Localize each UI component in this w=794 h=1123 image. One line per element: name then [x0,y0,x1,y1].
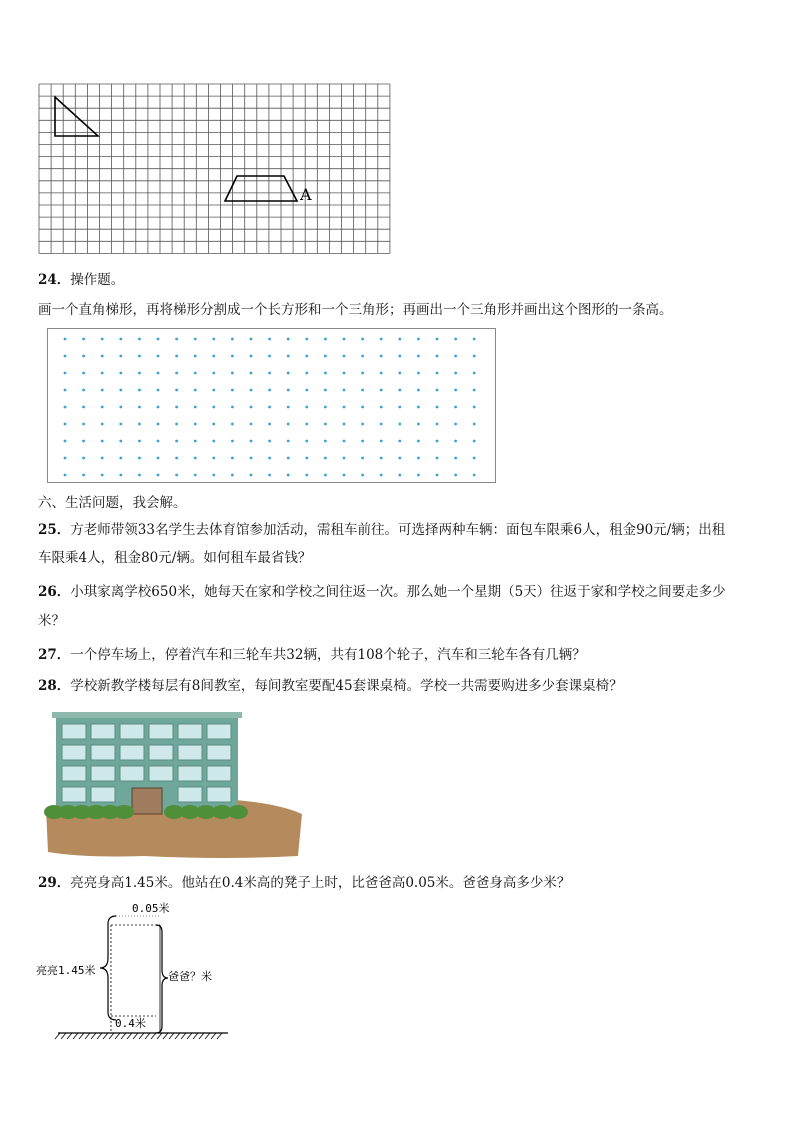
label-a: A [300,185,312,204]
label-diff: 0.05米 [132,902,170,915]
q28-text: 28．学校新教学楼每层有8间教室，每间教室要配45套课桌椅。学校一共需要购进多少套课桌椅？ [38,678,623,694]
school-building-illustration [44,710,306,860]
grid-figure [38,83,398,258]
q26-line2: 米？ [38,613,65,629]
height-diagram [36,900,236,1040]
building-door [132,788,162,814]
label-liangliang: 亮亮1.45米 [36,964,96,977]
brace-dad [156,925,168,1033]
section-6-title: 六、生活问题，我会解。 [38,495,187,511]
q25-line2: 车限乘4人，租金80元/辆。如何租车最省钱？ [38,550,312,566]
q26-line1: 26．小琪家离学校650米，她每天在家和学校之间往返一次。那么她一个星期（5天）往返于家和学校之间要走多少 [38,584,726,600]
dot-paper [47,328,496,483]
label-stool: 0.4米 [115,1017,146,1030]
triangle-shape [55,97,98,136]
label-dad: 爸爸？米 [168,970,212,983]
building-roof [52,712,242,718]
q24-heading: 24．操作题。 [38,272,125,288]
trapezoid-shape [225,176,297,201]
brace-liangliang [100,916,116,1020]
q25-line1: 25．方老师带领33名学生去体育馆参加活动，需租车前往。可选择两种车辆：面包车限乘6人，租金90元/辆；出租 [38,522,726,538]
q27-text: 27．一个停车场上，停着汽车和三轮车共32辆，共有108个轮子，汽车和三轮车各有几辆？ [38,647,586,663]
q24-instruction: 画一个直角梯形，再将梯形分割成一个长方形和一个三角形；再画出一个三角形并画出这个图形的一条高。 [38,302,673,318]
q29-text: 29．亮亮身高1.45米。他站在0.4米高的凳子上时，比爸爸高0.05米。爸爸身高多少米？ [38,875,571,891]
